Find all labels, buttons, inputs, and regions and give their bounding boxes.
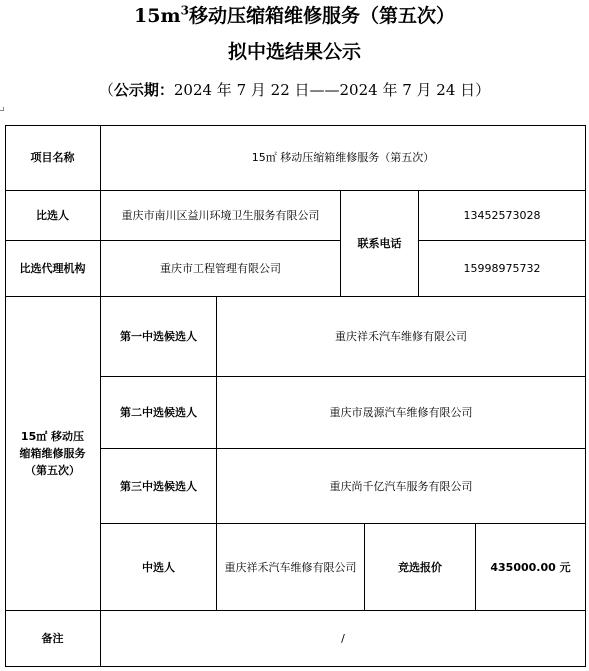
bid-price-label: 竞选报价 (365, 524, 476, 611)
agency-label: 比选代理机构 (5, 241, 101, 297)
bid-price-value: 435000.00 元 (476, 524, 586, 611)
period-dates: 2024 年 7 月 22 日——2024 年 7 月 24 日 (173, 81, 476, 99)
candidate-name: 重庆祥禾汽车维修有限公司 (217, 297, 586, 377)
winner-value: 重庆祥禾汽车维修有限公司 (217, 524, 365, 611)
agency-value: 重庆市工程管理有限公司 (101, 241, 341, 297)
candidate-rank-label: 第二中选候选人 (101, 377, 217, 449)
candidate-name: 重庆尚千亿汽车服务有限公司 (217, 449, 586, 524)
remark-value: / (101, 611, 586, 667)
remark-label: 备注 (5, 611, 101, 667)
margin-mark (0, 107, 4, 111)
selector-label: 比选人 (5, 191, 101, 241)
period-label: 公示期： (113, 81, 174, 99)
contact-phone-label: 联系电话 (341, 191, 419, 297)
document-subtitle: 拟中选结果公示 (227, 41, 361, 63)
project-name-value: 15㎡ 移动压缩箱维修服务（第五次） (101, 125, 586, 191)
candidate-rank-label: 第三中选候选人 (101, 449, 217, 524)
winner-label: 中选人 (101, 524, 217, 611)
project-name-label: 项目名称 (5, 125, 101, 191)
selector-value: 重庆市南川区益川环境卫生服务有限公司 (101, 191, 341, 241)
agency-phone: 15998975732 (419, 241, 586, 297)
selector-phone: 13452573028 (419, 191, 586, 241)
candidate-name: 重庆市晟源汽车维修有限公司 (217, 377, 586, 449)
lot-group-label: 15㎡ 移动压缩箱维修服务（第五次） (5, 297, 101, 611)
candidate-rank-label: 第一中选候选人 (101, 297, 217, 377)
publicity-period: （公示期：2024 年 7 月 22 日——2024 年 7 月 24 日） (98, 81, 491, 99)
document-title: $15m^3$移动压缩箱维修服务（第五次） (134, 3, 455, 27)
